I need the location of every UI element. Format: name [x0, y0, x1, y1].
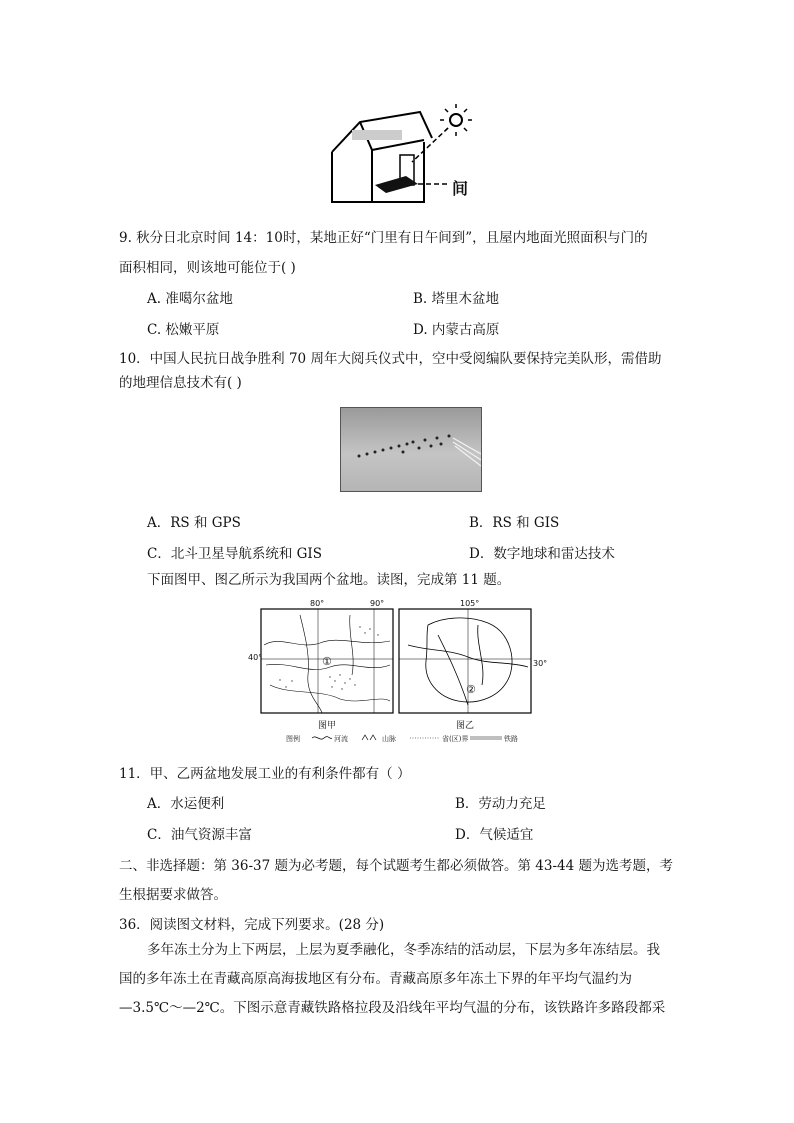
map-yi	[398, 605, 532, 715]
q9-option-a: A. 准噶尔盆地	[147, 291, 233, 307]
q10-stem-line2: 的地理信息技术有( )	[119, 375, 242, 391]
house-figure	[320, 100, 480, 210]
map-jia-marker: ①	[322, 655, 332, 668]
legend-title: 图例	[286, 735, 300, 743]
q36-paragraph-line2: 国的多年冻土在青藏高原高海拔地区有分布。青藏高原多年冻土下界的年平均气温约为	[119, 971, 632, 987]
legend-symbols	[310, 733, 510, 743]
section2-line2: 生根据要求做答。	[119, 887, 227, 903]
q11-option-a: A．水运便利	[147, 796, 225, 812]
q10-option-c: C．北斗卫星导航系统和 GIS	[147, 546, 322, 562]
q11-option-c: C．油气资源丰富	[147, 827, 252, 843]
map-jia-caption: 图甲	[318, 721, 337, 731]
q9-option-c: C. 松嫩平原	[147, 322, 220, 338]
q11-option-d: D．气候适宜	[455, 827, 534, 843]
legend-boundary: 省(区)界	[442, 735, 469, 743]
q10-option-a: A．RS 和 GPS	[147, 515, 241, 531]
q11-stem: 11．甲、乙两盆地发展工业的有利条件都有（ ）	[119, 766, 411, 782]
basin-maps	[248, 599, 548, 745]
river-symbol-icon	[312, 737, 332, 740]
q10-option-d: D．数字地球和雷达技术	[469, 546, 615, 562]
q9-option-b: B. 塔里木盆地	[413, 291, 500, 307]
aircraft-formation	[341, 408, 481, 491]
map-yi-lat: 30°	[533, 659, 548, 668]
house-label: 间	[452, 179, 469, 198]
map-yi-caption: 图乙	[456, 721, 475, 731]
q9-stem-line2: 面积相同，则该地可能位于( )	[119, 260, 296, 276]
q10-stem-line1: 10．中国人民抗日战争胜利 70 周年大阅兵仪式中，空中受阅编队要保持完美队形，需借助	[119, 351, 662, 367]
q10-option-b: B．RS 和 GIS	[469, 515, 560, 531]
map-yi-lon: 105°	[460, 599, 480, 608]
map-jia-lon2: 90°	[370, 599, 385, 608]
map-jia-lat: 40°	[248, 653, 263, 662]
legend-railway: 铁路	[504, 735, 518, 743]
legend-river: 河流	[334, 735, 348, 743]
section2-line1: 二、非选择题：第 36-37 题为必考题，每个试题考生都必须做答。第 43-44 题为选考题，考	[119, 858, 673, 874]
legend-mountain: 山脉	[382, 735, 396, 743]
q36-stem: 36．阅读图文材料，完成下列要求。(28 分)	[119, 917, 385, 933]
q9-stem-line1: 9. 秋分日北京时间 14：10时，某地正好“门里有日午间到”，且屋内地面光照面积与门的	[119, 230, 648, 246]
q11-option-b: B．劳动力充足	[455, 796, 546, 812]
q11-intro: 下面图甲、图乙所示为我国两个盆地。读图，完成第 11 题。	[147, 572, 511, 588]
map-yi-marker: ②	[466, 683, 476, 696]
formation-photo	[340, 407, 482, 492]
q36-paragraph-line1: 多年冻土分为上下两层，上层为夏季融化，冬季冻结的活动层，下层为多年冻结层。我	[147, 942, 660, 958]
mountain-symbol-icon	[362, 735, 376, 740]
q36-paragraph-line3: —3.5℃～—2℃。下图示意青藏铁路格拉段及沿线年平均气温的分布，该铁路许多路段都采	[119, 1000, 666, 1016]
q9-option-d: D. 内蒙古高原	[413, 322, 500, 338]
map-jia-lon1: 80°	[310, 599, 325, 608]
